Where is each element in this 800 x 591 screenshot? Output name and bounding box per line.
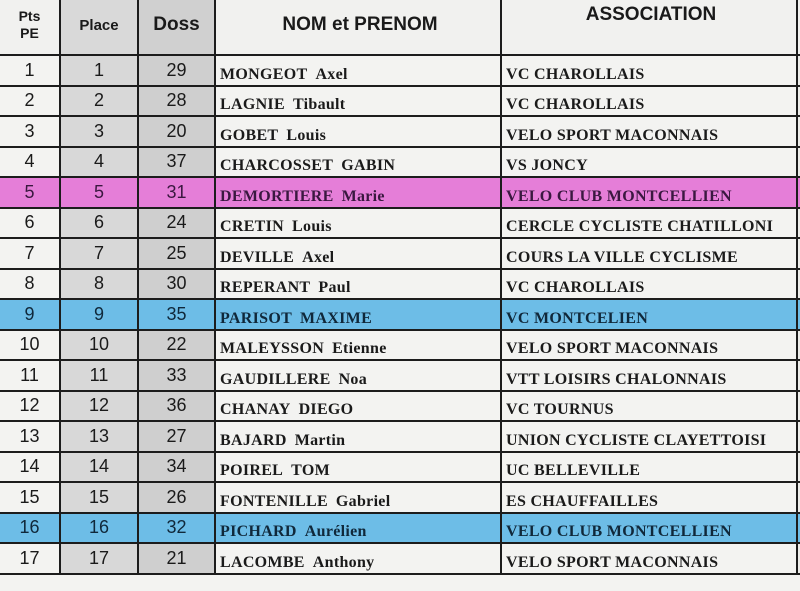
cell-place: 14 [60,452,138,483]
cell-pts: 2 [0,86,60,117]
cell-association: VC TOURNUS [501,391,797,422]
table-row [0,147,800,178]
cell-doss: 29 [138,55,215,86]
last-name: LAGNIE [220,96,285,113]
table-row [0,238,800,269]
cell-association: VC MONTCELIEN [501,299,797,330]
cell-doss: 25 [138,238,215,269]
cell-association: VS JONCY [501,147,797,178]
cell-association: UC BELLEVILLE [501,452,797,483]
last-name: DEMORTIERE [220,187,334,205]
header-doss: Doss [138,0,215,55]
cell-pts: 7 [0,238,60,269]
table-row [0,208,800,239]
last-name: BAJARD [220,431,287,449]
cell-association: ES CHAUFFAILLES [501,482,797,513]
table-row [0,55,800,86]
cell-pts: 17 [0,543,60,574]
cell-pts: 16 [0,513,60,544]
cell-pts: 13 [0,421,60,452]
cell-association: VELO CLUB MONTCELLIEN [501,513,797,544]
cell-doss: 22 [138,330,215,361]
cell-name [215,543,501,574]
table-row [0,116,800,147]
cell-doss: 35 [138,299,215,330]
cell-doss: 34 [138,452,215,483]
last-name: CHANAY [220,401,291,418]
header-nom-prenom: NOM et PRENOM [215,0,501,55]
first-name: Tibault [292,96,346,113]
cell-pts: 1 [0,55,60,86]
cell-name [215,269,501,300]
cell-place: 15 [60,482,138,513]
table-row [0,543,800,574]
first-name: GABIN [341,157,396,174]
cell-place: 11 [60,360,138,391]
first-name: Marie [341,187,385,205]
cell-place: 7 [60,238,138,269]
last-name: LACOMBE [220,553,305,571]
cell-doss: 32 [138,513,215,544]
cell-name [215,482,501,513]
last-name: POIREL [220,462,284,479]
cell-association: CERCLE CYCLISTE CHATILLONI [501,208,797,239]
last-name: MONGEOT [220,65,308,83]
last-name: MALEYSSON [220,340,325,357]
cell-name [215,299,501,330]
cell-association: VTT LOISIRS CHALONNAIS [501,360,797,391]
cell-place: 6 [60,208,138,239]
cell-doss: 36 [138,391,215,422]
table-row [0,299,800,330]
cell-pts: 9 [0,299,60,330]
cell-doss: 37 [138,147,215,178]
cell-name [215,147,501,178]
cell-pts: 14 [0,452,60,483]
first-name: Aurélien [304,523,367,540]
header-place: Place [60,0,138,55]
last-name: PARISOT [220,309,293,327]
first-name: Axel [302,248,335,266]
table-row [0,269,800,300]
last-name: CHARCOSSET [220,157,334,174]
cell-pts: 4 [0,147,60,178]
results-body [0,55,800,574]
last-name: GAUDILLERE [220,370,331,388]
first-name: MAXIME [300,309,373,327]
cell-doss: 28 [138,86,215,117]
last-name: GOBET [220,126,279,144]
first-name: Louis [292,218,332,235]
last-name: FONTENILLE [220,492,328,510]
last-name: REPERANT [220,279,311,296]
first-name: Anthony [312,553,375,571]
cell-name [215,330,501,361]
cell-place: 3 [60,116,138,147]
cell-doss: 20 [138,116,215,147]
cell-name [215,421,501,452]
header-pts-pe [0,0,60,55]
table-row [0,391,800,422]
cell-doss: 33 [138,360,215,391]
cell-doss: 31 [138,177,215,208]
table-row [0,452,800,483]
first-name: Gabriel [335,492,391,510]
cell-name [215,360,501,391]
table-row [0,360,800,391]
cell-name [215,116,501,147]
cell-name [215,452,501,483]
first-name: Axel [315,65,348,83]
cell-place: 17 [60,543,138,574]
first-name: Louis [286,126,327,144]
table-row [0,421,800,452]
cell-association: VELO SPORT MACONNAIS [501,543,797,574]
header-pe: PE [20,25,39,41]
cell-name [215,177,501,208]
cell-doss: 30 [138,269,215,300]
first-name: Paul [318,279,351,296]
last-name: PICHARD [220,523,297,540]
cell-association: VC CHAROLLAIS [501,86,797,117]
table-row [0,330,800,361]
cell-doss: 27 [138,421,215,452]
first-name: Martin [294,431,346,449]
cell-place: 9 [60,299,138,330]
cell-association: VELO CLUB MONTCELLIEN [501,177,797,208]
cell-place: 10 [60,330,138,361]
cell-place: 2 [60,86,138,117]
last-name: DEVILLE [220,248,295,266]
table-row [0,177,800,208]
table-row [0,482,800,513]
cell-doss: 24 [138,208,215,239]
table-row [0,513,800,544]
cell-association: VC CHAROLLAIS [501,55,797,86]
cell-pts: 8 [0,269,60,300]
header-association: ASSOCIATION [501,0,797,55]
cell-association: VELO SPORT MACONNAIS [501,116,797,147]
last-name: CRETIN [220,218,285,235]
cell-name [215,86,501,117]
cell-association: VELO SPORT MACONNAIS [501,330,797,361]
cell-pts: 11 [0,360,60,391]
cell-association: VC CHAROLLAIS [501,269,797,300]
first-name: Etienne [332,340,387,357]
cell-pts: 5 [0,177,60,208]
cell-association: COURS LA VILLE CYCLISME [501,238,797,269]
cell-name [215,238,501,269]
cell-doss: 26 [138,482,215,513]
cell-pts: 15 [0,482,60,513]
cell-place: 13 [60,421,138,452]
header-pts: Pts [18,8,41,24]
cell-place: 4 [60,147,138,178]
cell-name [215,208,501,239]
first-name: DIEGO [298,401,354,418]
table-row [0,86,800,117]
first-name: TOM [291,462,330,479]
header-row [0,0,800,55]
cell-pts: 6 [0,208,60,239]
cell-name [215,391,501,422]
cell-place: 5 [60,177,138,208]
cell-association: UNION CYCLISTE CLAYETTOISI [501,421,797,452]
cell-pts: 3 [0,116,60,147]
cell-place: 16 [60,513,138,544]
cell-place: 1 [60,55,138,86]
cell-pts: 10 [0,330,60,361]
cell-place: 8 [60,269,138,300]
cell-name [215,55,501,86]
cell-name [215,513,501,544]
first-name: Noa [338,370,368,388]
cell-place: 12 [60,391,138,422]
cell-pts: 12 [0,391,60,422]
cell-doss: 21 [138,543,215,574]
